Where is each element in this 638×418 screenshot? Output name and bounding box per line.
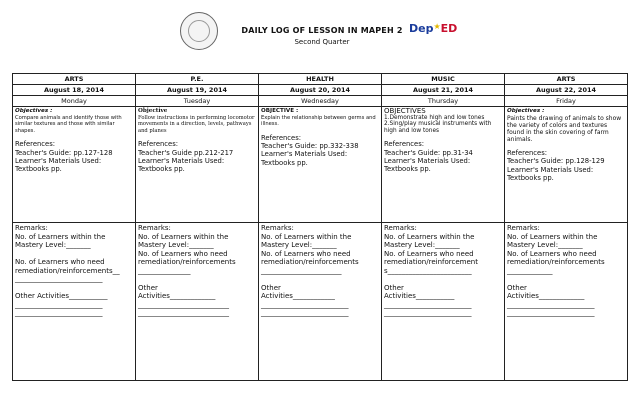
objective-heading: OBJECTIVES	[384, 107, 426, 115]
remarks-cell	[505, 223, 628, 381]
day-cell: Wednesday	[259, 96, 382, 107]
objective-cell	[259, 107, 382, 223]
objective-text: Compare animals and identify those with similar textures and those with similar shapes.	[15, 115, 122, 134]
date-cell: August 18, 2014	[13, 85, 136, 96]
day-cell: Thursday	[382, 96, 505, 107]
date-cell: August 19, 2014	[136, 85, 259, 96]
day-cell: Tuesday	[136, 96, 259, 107]
remarks-text: Remarks: No. of Learners within the Mastery Level:_______ No. of Learners who need remediation/reinforcements _____________ Other Activities_____________ _________________________ _________________________	[507, 224, 605, 317]
subject-row	[13, 74, 628, 85]
lesson-log-table	[12, 73, 628, 381]
subject-cell: P.E.	[136, 74, 259, 85]
objective-text: Paints the drawing of animals to show the variety of colors and textures found in the skin covering of farm animals.	[507, 115, 622, 143]
subject-cell: MUSIC	[382, 74, 505, 85]
objective-heading: Objectives :	[507, 108, 545, 114]
objective-heading: OBJECTIVE :	[261, 108, 299, 114]
remarks-text: Remarks: No. of Learners within the Mastery Level:_______ No. of Learners who need remediation/reinforcements__ _________________________ Other Activities___________ _________________________ _________________________	[15, 224, 120, 317]
remarks-row	[13, 223, 628, 381]
remarks-text: Remarks: No. of Learners within the Mastery Level:_______ No. of Learners who need remediation/reinforcements _______________ Other Activities_____________ __________________________ __________________________	[138, 224, 236, 317]
references-text: References: Teacher's Guide pp.212-217 Learner's Materials Used: Textbooks pp.	[138, 140, 234, 174]
date-cell: August 21, 2014	[382, 85, 505, 96]
objective-text: Follow instructions in performing locomotor movements in a direction, levels, pathways and planes	[138, 115, 255, 134]
references-text: References: Teacher's Guide: pp.127-128 Learner's Materials Used: Textbooks pp.	[15, 140, 113, 174]
references-text: References: Teacher's Guide: pp.31-34 Learner's Materials Used: Textbooks pp.	[384, 140, 473, 174]
objective-cell	[13, 107, 136, 223]
date-row	[13, 85, 628, 96]
objective-cell	[136, 107, 259, 223]
deped-seal-logo	[180, 12, 218, 50]
remarks-cell	[136, 223, 259, 381]
remarks-text: Remarks: No. of Learners within the Mastery Level:_______ No. of Learners who need remediation/reinforcements _______________________ Other Activities____________ _________________________ _________________________	[261, 224, 359, 317]
remarks-text: Remarks: No. of Learners within the Mastery Level:_______ No. of Learners who need remediation/reinforcement s________________________ Other Activities___________ _________________________ _________________________	[384, 224, 478, 317]
subject-cell: HEALTH	[259, 74, 382, 85]
objective-text: Explain the relationship between germs and illness.	[261, 115, 376, 128]
deped-logo: Dep★ED	[409, 22, 458, 35]
subject-cell: ARTS	[505, 74, 628, 85]
objective-heading: Objectives :	[15, 108, 53, 114]
objective-cell	[382, 107, 505, 223]
page-title: DAILY LOG OF LESSON IN MAPEH 2	[241, 26, 403, 35]
objective-text: 1.Demonstrate high and low tones 2.Sing/play musical instruments with high and low tones	[384, 115, 492, 134]
remarks-cell	[13, 223, 136, 381]
page-subtitle: Second Quarter	[294, 38, 350, 46]
references-text: References: Teacher's Guide: pp.332-338 Learner's Materials Used: Textbooks pp.	[261, 133, 359, 167]
date-cell: August 20, 2014	[259, 85, 382, 96]
date-cell: August 22, 2014	[505, 85, 628, 96]
objectives-row	[13, 107, 628, 223]
day-cell: Monday	[13, 96, 136, 107]
day-cell: Friday	[505, 96, 628, 107]
remarks-cell	[259, 223, 382, 381]
subject-cell: ARTS	[13, 74, 136, 85]
day-row	[13, 96, 628, 107]
objective-cell	[505, 107, 628, 223]
remarks-cell	[382, 223, 505, 381]
references-text: References: Teacher's Guide: pp.128-129 Learner's Materials Used: Textbooks pp.	[507, 149, 605, 182]
objective-heading: Objective	[138, 108, 168, 114]
